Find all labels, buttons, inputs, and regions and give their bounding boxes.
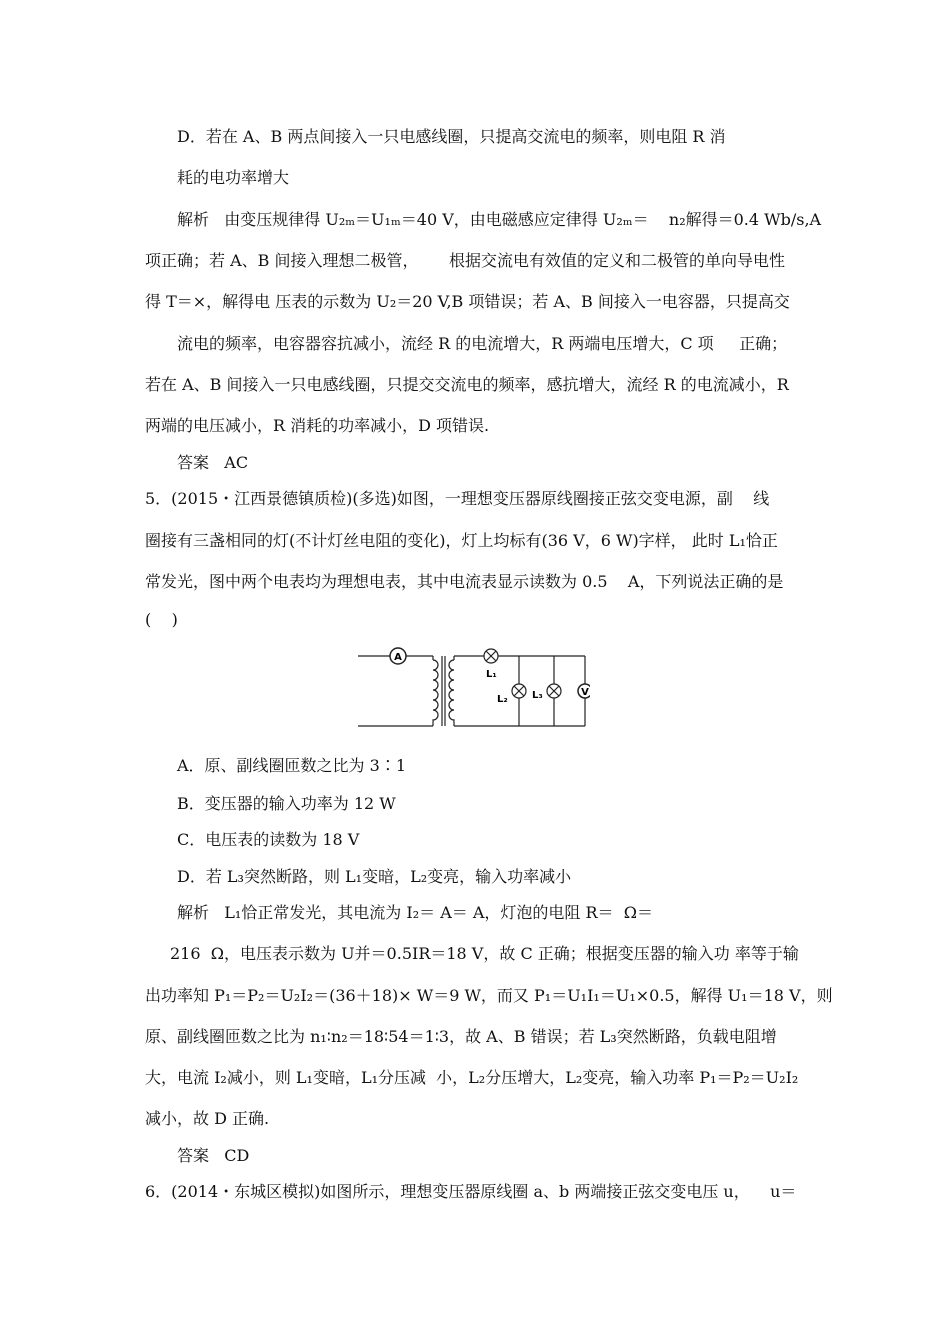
text-line: ( ) — [145, 610, 178, 629]
text-line: 解析 L₁恰正常发光，其电流为 I₂＝ A＝ A，灯泡的电阻 R＝ Ω＝ — [177, 903, 653, 922]
text-line: 耗的电功率增大 — [177, 168, 290, 187]
text-line: 答案 AC — [177, 453, 249, 472]
transformer-circuit-diagram — [358, 646, 590, 730]
text-line: 得 T＝×，解得电 压表的示数为 U₂＝20 V,B 项错误；若 A、B 间接入一电容器，只提高交 — [145, 292, 790, 311]
text-line: B．变压器的输入功率为 12 W — [177, 794, 396, 813]
lamp-l1-label: L₁ — [486, 669, 497, 680]
text-line: 流电的频率，电容器容抗减小，流经 R 的电流增大，R 两端电压增大，C 项 正确； — [177, 334, 788, 353]
ammeter-symbol — [390, 648, 406, 664]
text-line: 减小，故 D 正确. — [145, 1109, 270, 1128]
text-line: 圈接有三盏相同的灯(不计灯丝电阻的变化)，灯上均标有(36 V，6 W)字样， 此时 L₁恰正 — [145, 531, 778, 550]
text-line: D．若 L₃突然断路，则 L₁变暗，L₂变亮，输入功率减小 — [177, 867, 572, 886]
text-line: 5．(2015・江西景德镇质检)(多选)如图，一理想变压器原线圈接正弦交变电源，副 线 — [145, 489, 770, 508]
text-line: 常发光，图中两个电表均为理想电表，其中电流表显示读数为 0.5 A，下列说法正确的是 — [145, 572, 784, 591]
text-line: A．原、副线圈匝数之比为 3∶1 — [177, 756, 407, 775]
text-line: 两端的电压减小，R 消耗的功率减小，D 项错误. — [145, 416, 490, 435]
lamp-l3-symbol — [547, 684, 561, 698]
lamp-l3-label: L₃ — [532, 690, 543, 701]
text-line: 项正确；若 A、B 间接入理想二极管， 根据交流电有效值的定义和二极管的单向导电性 — [145, 251, 786, 270]
lamp-l2-symbol — [512, 684, 526, 698]
lamp-l2-label: L₂ — [497, 694, 508, 705]
text-line: 答案 CD — [177, 1146, 250, 1165]
text-line: 大，电流 I₂减小，则 L₁变暗，L₁分压减 小，L₂分压增大，L₂变亮，输入功率 P₁＝P₂＝U₂I₂ — [145, 1068, 799, 1087]
text-line: 6．(2014・东城区模拟)如图所示，理想变压器原线圈 a、b 两端接正弦交变电压 u， u＝ — [145, 1182, 797, 1201]
lamp-l1-symbol — [484, 649, 498, 663]
text-line: 出功率知 P₁＝P₂＝U₂I₂＝(36＋18)× W＝9 W，而又 P₁＝U₁I₁＝U₁×0.5，解得 U₁＝18 V，则 — [145, 986, 833, 1005]
svg-text:V: V — [581, 687, 589, 698]
text-line: C．电压表的读数为 18 V — [177, 830, 360, 849]
text-line: 216 Ω，电压表示数为 U并＝0.5IR＝18 V，故 C 正确；根据变压器的输入功 率等于输 — [170, 944, 799, 963]
text-line: 解析 由变压规律得 U₂ₘ＝U₁ₘ＝40 V，由电磁感应定律得 U₂ₘ＝ n₂解得＝0.4 Wb/s,A — [177, 210, 822, 229]
text-line: 原、副线圈匝数之比为 n₁∶n₂＝18∶54＝1∶3，故 A、B 错误；若 L₃突然断路，负载电阻增 — [145, 1027, 777, 1046]
svg-text:A: A — [394, 652, 402, 663]
text-line: 若在 A、B 间接入一只电感线圈，只提交交流电的频率，感抗增大，流经 R 的电流减小，R — [145, 375, 789, 394]
text-line: D．若在 A、B 两点间接入一只电感线圈，只提高交流电的频率，则电阻 R 消 — [177, 127, 726, 146]
voltmeter-symbol — [578, 684, 590, 698]
